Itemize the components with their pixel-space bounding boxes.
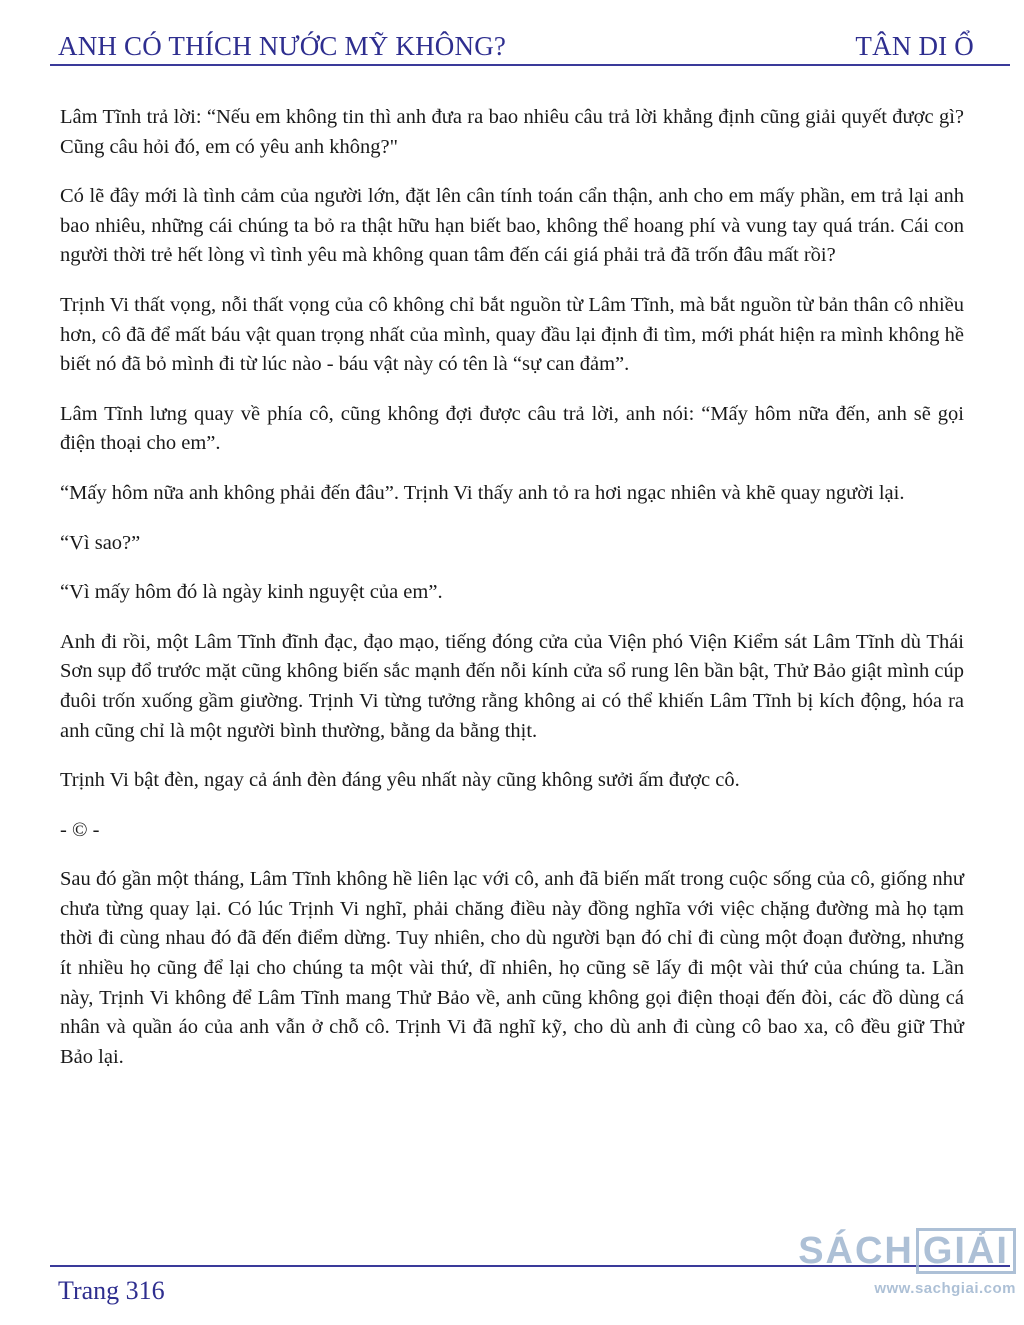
paragraph: Trịnh Vi thất vọng, nỗi thất vọng của cô không chỉ bắt nguồn từ Lâm Tĩnh, mà bắt nguồn từ bản thân cô nhiều hơn, cô đã để mất báu vật quan trọng nhất của mình, quay đầu lại định đi tìm, mới phát hiện ra mình không hề biết nó đã bỏ mình đi từ lúc nào - báu vật này có tên là “sự can đảm”. — [60, 293, 964, 376]
page-body — [60, 103, 964, 1092]
book-title: ANH CÓ THÍCH NƯỚC MỸ KHÔNG? — [58, 31, 507, 61]
page-number: Trang 316 — [58, 1276, 165, 1305]
section-separator: - © - — [60, 818, 100, 841]
paragraph: “Vì mấy hôm đó là ngày kinh nguyệt của em”. — [60, 581, 443, 604]
header-divider — [50, 64, 1010, 66]
book-author: TÂN DI Ổ — [855, 31, 974, 61]
watermark — [798, 1228, 1016, 1297]
watermark-logo-right: GIẢI — [916, 1228, 1016, 1274]
paragraph: Anh đi rồi, một Lâm Tĩnh đĩnh đạc, đạo mạo, tiếng đóng cửa của Viện phó Viện Kiểm sát Lâm Tĩnh dù Thái Sơn sụp đổ trước mặt cũng không biến sắc mạnh đến nỗi kính cửa sổ rung lên bần bật, Thử Bảo giật mình cúp đuôi trốn xuống gầm giường. Trịnh Vi từng tưởng rằng không ai có thể khiến Lâm Tĩnh bị kích động, hóa ra anh cũng chỉ là một người bình thường, bằng da bằng thịt. — [60, 630, 964, 742]
watermark-logo-left: SÁCH — [798, 1229, 914, 1272]
paragraph: “Vì sao?” — [60, 531, 141, 554]
paragraph: Trịnh Vi bật đèn, ngay cả ánh đèn đáng yêu nhất này cũng không sưởi ấm được cô. — [60, 769, 740, 792]
paragraph: Lâm Tĩnh trả lời: “Nếu em không tin thì anh đưa ra bao nhiêu câu trả lời khẳng định cũng giải quyết được gì? Cũng câu hỏi đó, em có yêu anh không?" — [60, 106, 964, 158]
page-header — [58, 22, 974, 62]
paragraph: Lâm Tĩnh lưng quay về phía cô, cũng không đợi được câu trả lời, anh nói: “Mấy hôm nữa đến, anh sẽ gọi điện thoại cho em”. — [60, 402, 964, 455]
watermark-url: www.sachgiai.com — [874, 1280, 1016, 1297]
watermark-logo — [798, 1228, 1016, 1274]
paragraph: Có lẽ đây mới là tình cảm của người lớn, đặt lên cân tính toán cẩn thận, anh cho em mấy phần, em trả lại anh bao nhiêu, những cái chúng ta bỏ ra thật hữu hạn biết bao, không thể hoang phí và vung tay quá trán. Cái con người thời trẻ hết lòng vì tình yêu mà không quan tâm đến cái giá phải trả đã trốn đâu mất rồi? — [60, 185, 964, 267]
paragraph: “Mấy hôm nữa anh không phải đến đâu”. Trịnh Vi thấy anh tỏ ra hơi ngạc nhiên và khẽ quay người lại. — [60, 481, 905, 504]
paragraph: Sau đó gần một tháng, Lâm Tĩnh không hề liên lạc với cô, anh đã biến mất trong cuộc sống của cô, giống như chưa từng quay lại. Có lúc Trịnh Vi nghĩ, phải chăng điều này đồng nghĩa với việc chặng đường mà họ tạm thời đi cùng nhau đó đã đến điểm dừng. Tuy nhiên, cho dù người bạn đó chỉ đi cùng một đoạn đường, nhưng ít nhiều họ cũng để lại cho chúng ta một vài thứ, dĩ nhiên, họ cũng sẽ lấy đi một vài thứ của chúng ta. Lần này, Trịnh Vi không để Lâm Tĩnh mang Thử Bảo về, anh cũng không gọi điện thoại đến đòi, các đồ dùng cá nhân và quần áo của anh vẫn ở chỗ cô. Trịnh Vi đã nghĩ kỹ, cho dù anh đi cùng cô bao xa, cô đều giữ Thử Bảo lại. — [60, 868, 964, 1068]
